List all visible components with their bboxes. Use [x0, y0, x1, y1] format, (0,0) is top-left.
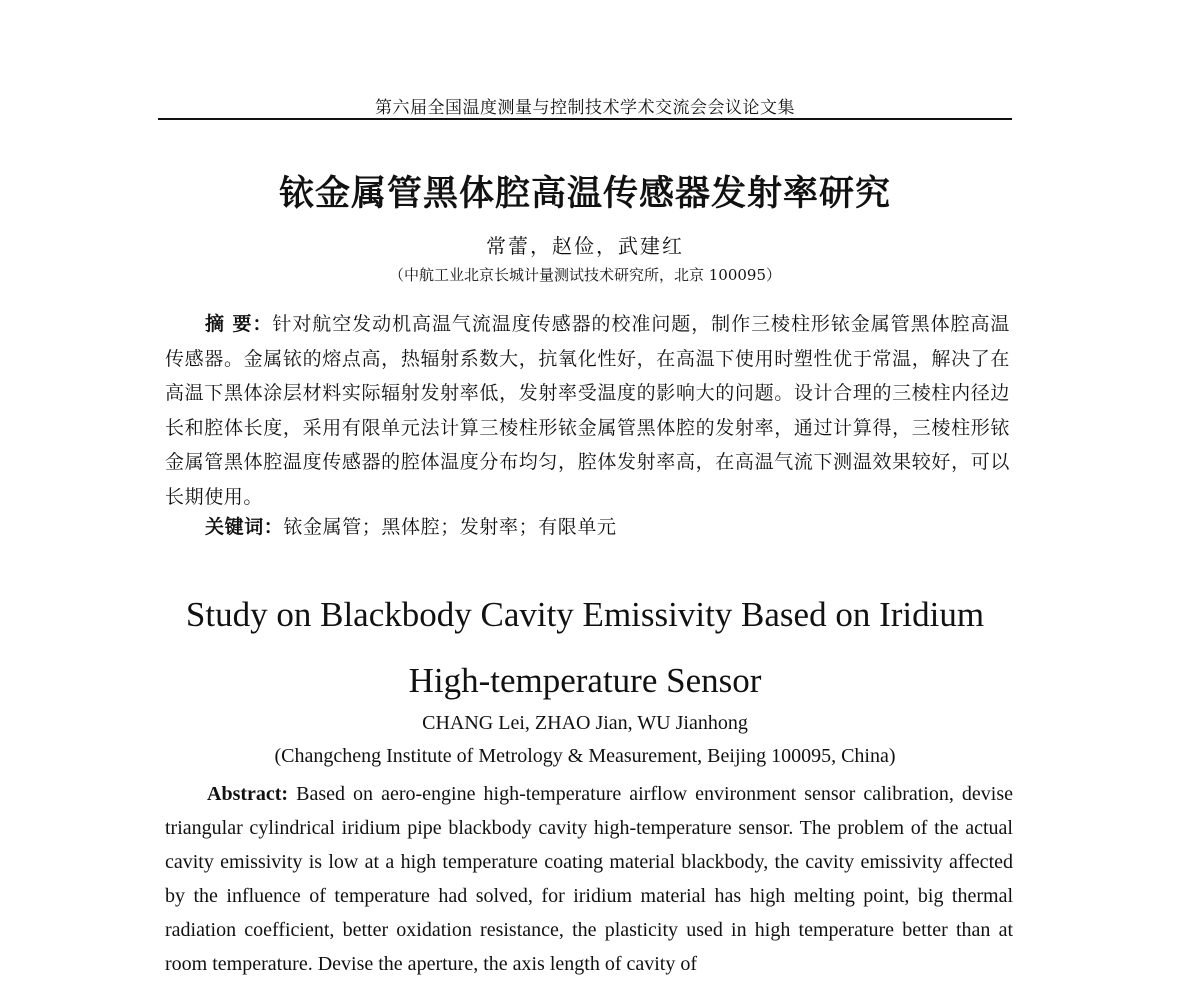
chinese-keywords-text: 铱金属管；黑体腔；发射率；有限单元 [283, 516, 617, 538]
chinese-authors: 常蕾，赵俭，武建红 [486, 234, 684, 258]
chinese-title: 铱金属管黑体腔高温传感器发射率研究 [278, 174, 891, 214]
chinese-keywords [205, 512, 617, 539]
chinese-keywords-label: 关键词： [205, 516, 284, 538]
chinese-affiliation: （中航工业北京长城计量测试技术研究所，北京 100095） [388, 266, 782, 284]
running-header: 第六届全国温度测量与控制技术学术交流会会议论文集 [375, 98, 795, 118]
chinese-abstract-label: 摘 要： [205, 313, 273, 335]
chinese-abstract-text: 针对航空发动机高温气流温度传感器的校准问题，制作三棱柱形铱金属管黑体腔高温传感器。金属铱的熔点高，热辐射系数大，抗氧化性好，在高温下使用时塑性优于常温，解决了在高温下黑体涂层材料实际辐射发射率低，发射率受温度的影响大的问题。设计合理的三棱柱内径边长和腔体长度，采用有限单元法计算三棱柱形铱金属管黑体腔的发射率，通过计算得，三棱柱形铱金属管黑体腔温度传感器的腔体温度分布均匀，腔体发射率高，在高温气流下测温效果较好，可以长期使用。 [165, 313, 1011, 508]
english-abstract [165, 777, 1013, 981]
english-authors: CHANG Lei, ZHAO Jian, WU Jianhong [422, 712, 748, 734]
english-affiliation: (Changcheng Institute of Metrology & Measurement, Beijing 100095, China) [274, 745, 896, 767]
english-title [158, 582, 1012, 714]
english-abstract-text: Based on aero-engine high-temperature airflow environment sensor calibration, devise triangular cylindrical iridium pipe blackbody cavity high-temperature sensor. The problem of the actual cavity emissivity is low at a high temperature coating material blackbody, the cavity emissivity affected by the influence of temperature had solved, for iridium material has high melting point, big thermal radiation coefficient, better oxidation resistance, the plasticity used in high temperature better than at room temperature. Devise the aperture, the axis length of cavity of [165, 783, 1013, 975]
english-abstract-label: Abstract: [207, 783, 289, 805]
chinese-abstract [165, 307, 1010, 514]
header-rule [158, 118, 1012, 120]
english-title-line-2: High-temperature Sensor [408, 661, 762, 700]
english-title-line-1: Study on Blackbody Cavity Emissivity Based on Iridium [185, 595, 985, 634]
